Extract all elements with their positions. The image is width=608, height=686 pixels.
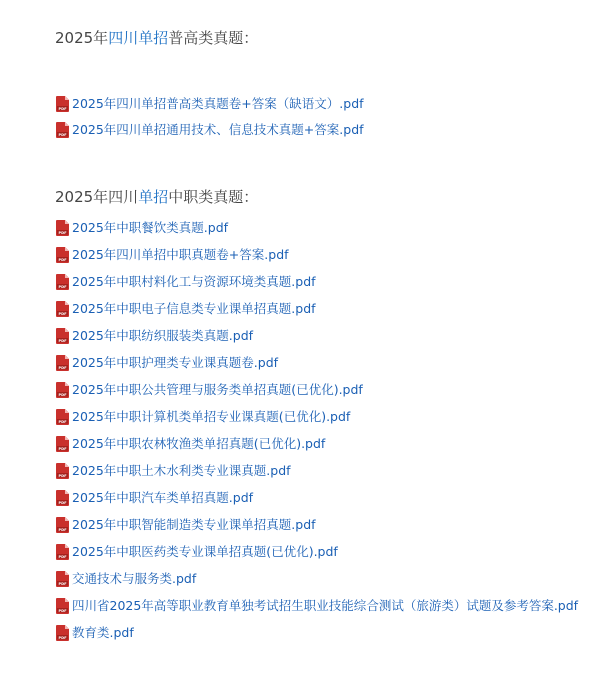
- file-list-item[interactable]: [56, 624, 134, 642]
- heading-prefix: 2025年: [55, 29, 109, 47]
- svg-text:PDF: PDF: [58, 581, 67, 586]
- svg-text:PDF: PDF: [58, 230, 67, 235]
- file-download-link[interactable]: 2025年中职计算机类单招专业课真题(已优化).pdf: [72, 409, 351, 424]
- heading-highlight-link[interactable]: 单招: [138, 188, 169, 206]
- file-list-item[interactable]: [56, 543, 338, 561]
- svg-text:PDF: PDF: [58, 446, 67, 451]
- svg-text:PDF: PDF: [58, 473, 67, 478]
- file-download-link[interactable]: 2025年四川单招通用技术、信息技术真题+答案.pdf: [72, 122, 364, 137]
- file-download-link[interactable]: 2025年中职汽车类单招真题.pdf: [72, 490, 254, 505]
- pdf-file-icon: [56, 96, 69, 112]
- svg-text:PDF: PDF: [58, 106, 67, 111]
- svg-text:PDF: PDF: [58, 257, 67, 262]
- svg-text:PDF: PDF: [58, 392, 67, 397]
- heading-prefix: 2025年四川: [55, 188, 139, 206]
- file-download-link[interactable]: 2025年中职电子信息类专业课单招真题.pdf: [72, 301, 316, 316]
- pdf-file-icon: [56, 490, 69, 506]
- file-list-item[interactable]: [56, 219, 228, 237]
- file-download-link[interactable]: 2025年中职纺织服装类真题.pdf: [72, 328, 254, 343]
- file-download-link[interactable]: 四川省2025年高等职业教育单独考试招生职业技能综合测试（旅游类）试题及参考答案.pdf: [72, 598, 579, 613]
- pdf-file-icon: [56, 571, 69, 587]
- file-download-link[interactable]: 2025年中职公共管理与服务类单招真题(已优化).pdf: [72, 382, 363, 397]
- file-download-link[interactable]: 交通技术与服务类.pdf: [72, 571, 197, 586]
- file-list-item[interactable]: [56, 462, 291, 480]
- svg-text:PDF: PDF: [58, 419, 67, 424]
- pdf-file-icon: [56, 274, 69, 290]
- svg-text:PDF: PDF: [58, 311, 67, 316]
- pdf-file-icon: [56, 598, 69, 614]
- heading-suffix: 普高类真题：: [168, 29, 259, 47]
- pdf-file-icon: [56, 220, 69, 236]
- file-list-item[interactable]: [56, 597, 578, 615]
- pdf-file-icon: [56, 122, 69, 138]
- pdf-file-icon: [56, 436, 69, 452]
- file-download-link[interactable]: 2025年中职村料化工与资源环境类真题.pdf: [72, 274, 316, 289]
- file-download-link[interactable]: 教育类.pdf: [72, 625, 134, 640]
- file-list-item[interactable]: [56, 121, 364, 139]
- svg-text:PDF: PDF: [58, 284, 67, 289]
- svg-text:PDF: PDF: [58, 132, 67, 137]
- svg-text:PDF: PDF: [58, 608, 67, 613]
- pdf-file-icon: [56, 355, 69, 371]
- file-list-item[interactable]: [56, 273, 316, 291]
- pdf-file-icon: [56, 247, 69, 263]
- file-list-item[interactable]: [56, 354, 278, 372]
- file-list-item[interactable]: [56, 489, 253, 507]
- heading-suffix: 中职类真题：: [168, 188, 259, 206]
- svg-text:PDF: PDF: [58, 554, 67, 559]
- pdf-file-icon: [56, 301, 69, 317]
- file-list-item[interactable]: [56, 516, 316, 534]
- pdf-file-icon: [56, 382, 69, 398]
- section-heading: [55, 28, 258, 48]
- svg-text:PDF: PDF: [58, 365, 67, 370]
- file-list-item[interactable]: [56, 246, 289, 264]
- file-download-link[interactable]: 2025年中职餐饮类真题.pdf: [72, 220, 229, 235]
- file-download-link[interactable]: 2025年中职智能制造类专业课单招真题.pdf: [72, 517, 316, 532]
- file-list-item[interactable]: [56, 408, 350, 426]
- file-list-item[interactable]: [56, 435, 325, 453]
- svg-text:PDF: PDF: [58, 338, 67, 343]
- svg-text:PDF: PDF: [58, 635, 67, 640]
- file-list-item[interactable]: [56, 300, 316, 318]
- heading-highlight-link[interactable]: 四川单招: [108, 29, 169, 47]
- pdf-file-icon: [56, 517, 69, 533]
- file-list-item[interactable]: [56, 570, 196, 588]
- file-download-link[interactable]: 2025年中职护理类专业课真题卷.pdf: [72, 355, 279, 370]
- file-download-link[interactable]: 2025年四川单招中职真题卷+答案.pdf: [72, 247, 289, 262]
- pdf-file-icon: [56, 463, 69, 479]
- file-download-link[interactable]: 2025年中职农林牧渔类单招真题(已优化).pdf: [72, 436, 326, 451]
- svg-text:PDF: PDF: [58, 527, 67, 532]
- pdf-file-icon: [56, 328, 69, 344]
- pdf-file-icon: [56, 625, 69, 641]
- pdf-file-icon: [56, 544, 69, 560]
- file-download-link[interactable]: 2025年中职土木水利类专业课真题.pdf: [72, 463, 291, 478]
- svg-text:PDF: PDF: [58, 500, 67, 505]
- file-download-link[interactable]: 2025年中职医药类专业课单招真题(已优化).pdf: [72, 544, 338, 559]
- file-download-link[interactable]: 2025年四川单招普高类真题卷+答案（缺语文）.pdf: [72, 96, 364, 111]
- file-list-item[interactable]: [56, 381, 363, 399]
- file-list-item[interactable]: [56, 327, 253, 345]
- section-heading: [55, 187, 258, 207]
- pdf-file-icon: [56, 409, 69, 425]
- file-list-item[interactable]: [56, 95, 364, 113]
